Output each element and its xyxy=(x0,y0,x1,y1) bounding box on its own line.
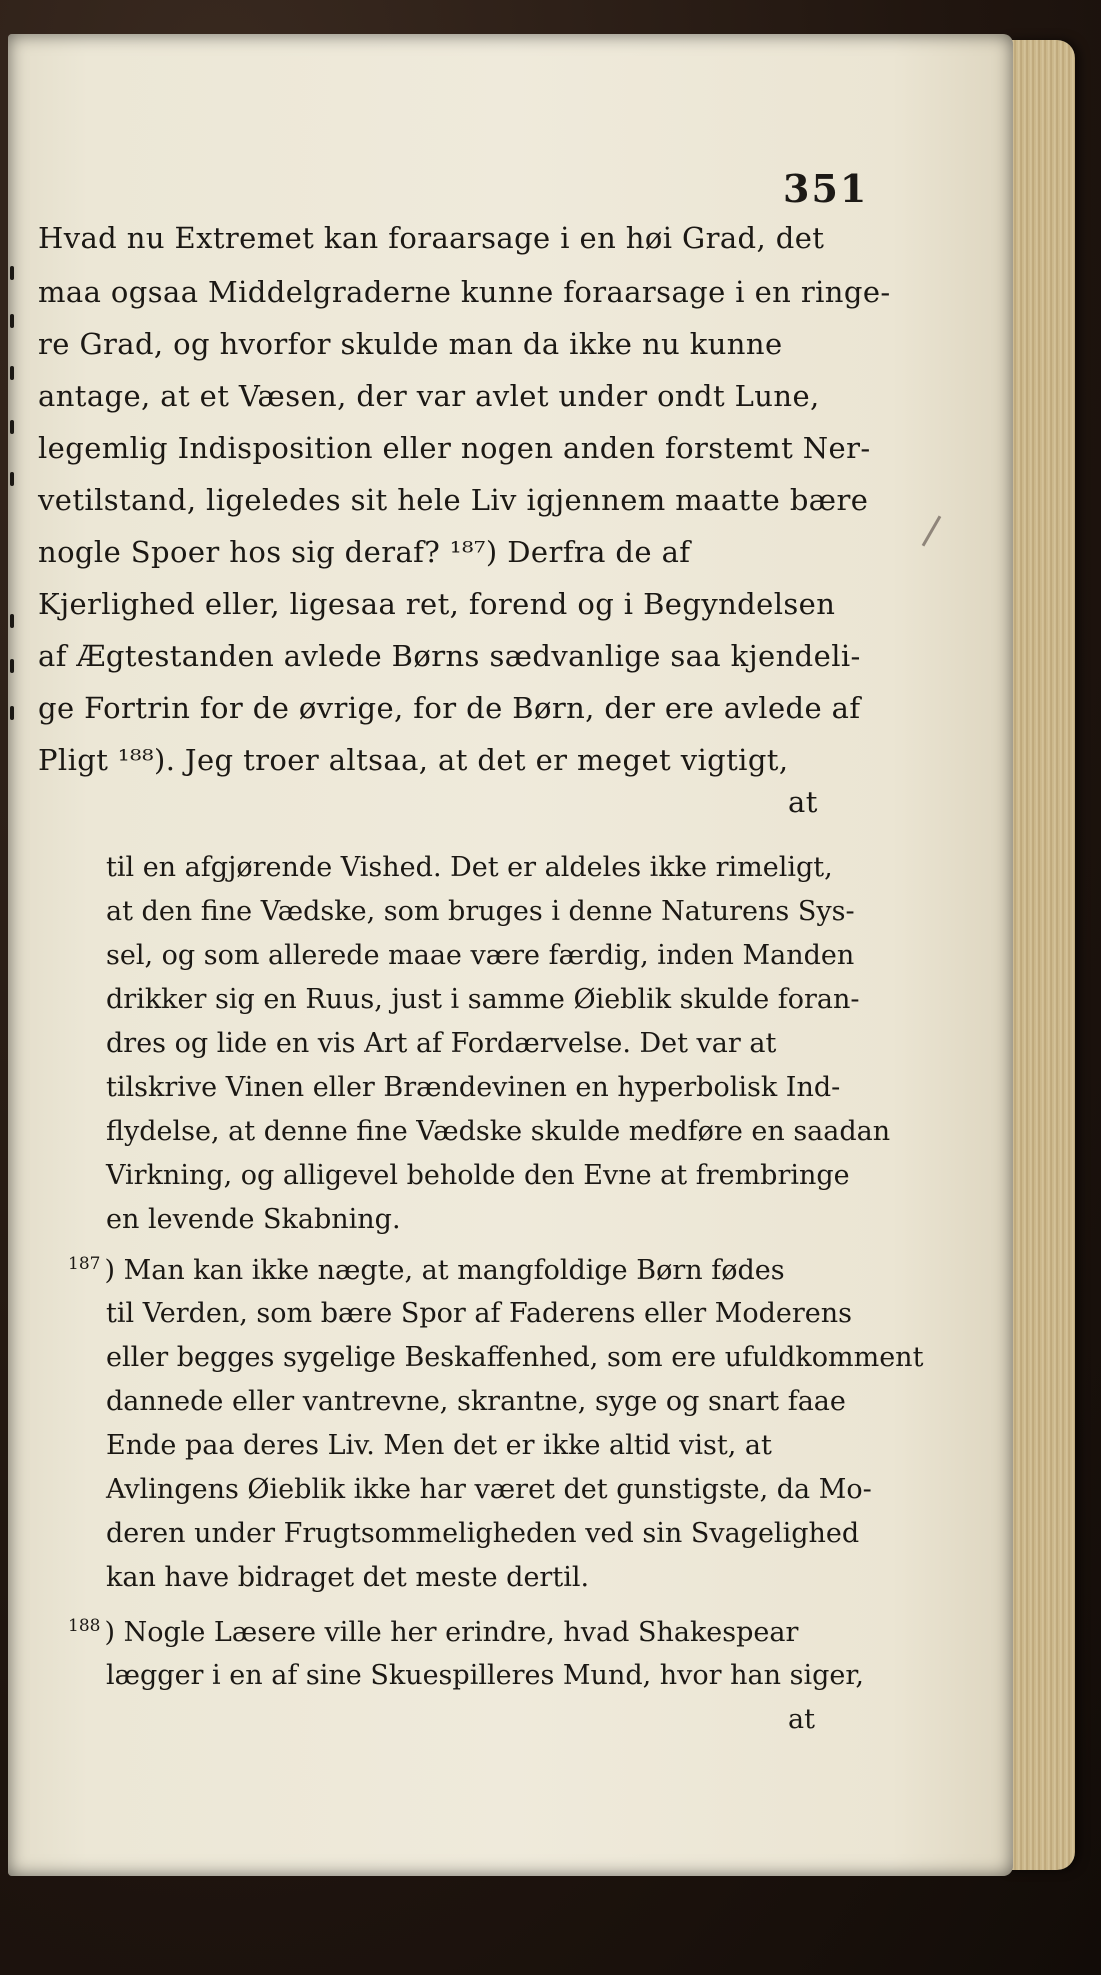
book-page xyxy=(8,34,1013,1876)
catchword: at xyxy=(788,1704,815,1735)
footnote-line: kan have bidraget det meste dertil. xyxy=(106,1562,590,1593)
text-line: at den fine Vædske, som bruges i denne Naturens Sys- xyxy=(106,896,855,927)
footnote-line: lægger i en af sine Skuespilleres Mund, hvor han siger, xyxy=(106,1660,864,1691)
main-line: Pligt ¹⁸⁸). Jeg troer altsaa, at det er meget vigtigt, xyxy=(38,743,789,777)
footnote-marker: 188 xyxy=(68,1616,101,1636)
stray-pencil-mark xyxy=(922,516,942,547)
text-line: drikker sig en Ruus, just i samme Øieblik skulde foran- xyxy=(106,984,860,1015)
text-line: en levende Skabning. xyxy=(106,1204,401,1235)
footnote-188-first-line: $^{188}$ ) Nogle Læsere ville her erindre, hvad Shakespear xyxy=(68,1616,799,1648)
text-line: til en afgjørende Vished. Det er aldeles ikke rimeligt, xyxy=(106,852,833,883)
text-line: dres og lide en vis Art af Fordærvelse. Det var at xyxy=(106,1028,777,1059)
main-line: nogle Spoer hos sig deraf? ¹⁸⁷) Derfra de af xyxy=(38,535,691,569)
footnote-marker: 187 xyxy=(68,1254,101,1274)
text-line: tilskrive Vinen eller Brændevinen en hyperbolisk Ind- xyxy=(106,1072,841,1103)
main-line: antage, at et Væsen, der var avlet under ondt Lune, xyxy=(38,379,820,413)
main-line: re Grad, og hvorfor skulde man da ikke nu kunne xyxy=(38,327,783,361)
page-edge xyxy=(1005,40,1075,1870)
text-line: sel, og som allerede maae være færdig, inden Manden xyxy=(106,940,855,971)
footnote-line: dannede eller vantrevne, skrantne, syge og snart faae xyxy=(106,1386,846,1417)
footnote-line: eller begges sygelige Beskaffenhed, som ere ufuldkomment xyxy=(106,1342,924,1373)
text-line: flydelse, at denne fine Vædske skulde medføre en saadan xyxy=(106,1116,891,1147)
main-line: vetilstand, ligeledes sit hele Liv igjennem maatte bære xyxy=(38,483,869,517)
page-number: 351 xyxy=(783,166,869,211)
main-line: ge Fortrin for de øvrige, for de Børn, der ere avlede af xyxy=(38,691,861,725)
main-line: Hvad nu Extremet kan foraarsage i en høi Grad, det xyxy=(38,221,825,255)
main-line: maa ogsaa Middelgraderne kunne foraarsage i en ringe- xyxy=(38,275,891,309)
main-line: af Ægtestanden avlede Børns sædvanlige saa kjendeli- xyxy=(38,639,861,673)
footnote-line: deren under Frugtsommeligheden ved sin Svagelighed xyxy=(106,1518,860,1549)
footnote-line: til Verden, som bære Spor af Faderens eller Moderens xyxy=(106,1298,853,1329)
footnote-line: Ende paa deres Liv. Men det er ikke altid vist, at xyxy=(106,1430,772,1461)
main-line: legemlig Indisposition eller nogen anden forstemt Ner- xyxy=(38,431,871,465)
footnote-187-first-line: $^{187}$ ) Man kan ikke nægte, at mangfoldige Børn fødes xyxy=(68,1254,785,1286)
text-line: Virkning, og alligevel beholde den Evne at frembringe xyxy=(106,1160,850,1191)
catchword: at xyxy=(788,785,818,819)
main-line: Kjerlighed eller, ligesaa ret, forend og i Begyndelsen xyxy=(38,587,836,621)
footnote-line: Avlingens Øieblik ikke har været det gunstigste, da Mo- xyxy=(106,1474,872,1505)
